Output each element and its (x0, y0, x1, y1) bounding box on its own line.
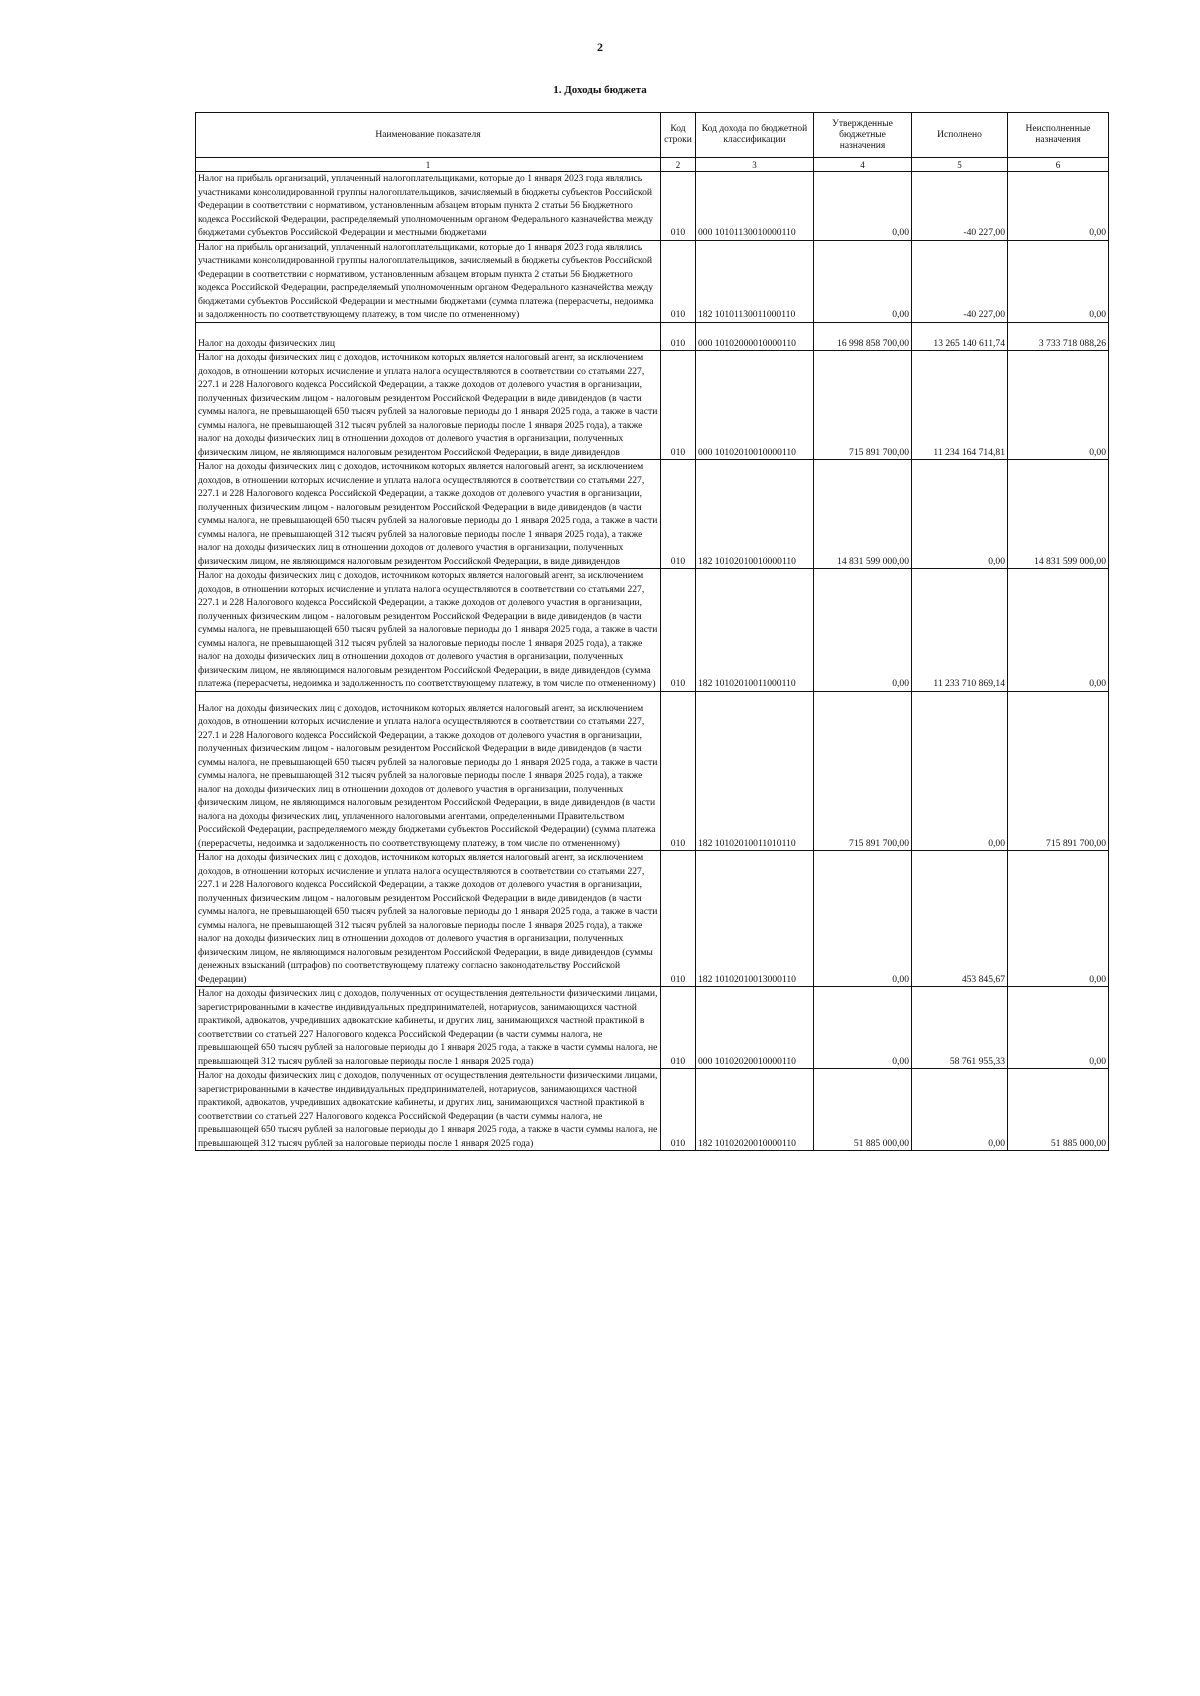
executed-value: 453 845,67 (912, 851, 1008, 987)
executed-value: 0,00 (912, 691, 1008, 851)
table-row (196, 322, 1109, 351)
column-number: 3 (696, 158, 814, 172)
table-row (196, 172, 1109, 241)
approved-value: 715 891 700,00 (814, 351, 912, 460)
table-row (196, 851, 1109, 987)
indicator-name: Налог на доходы физических лиц (196, 322, 661, 351)
header-unexecuted: Неисполненные назначения (1008, 113, 1109, 158)
header-name: Наименование показателя (196, 113, 661, 158)
line-code: 010 (661, 240, 696, 322)
line-code: 010 (661, 691, 696, 851)
column-number-row (196, 158, 1109, 172)
column-number: 2 (661, 158, 696, 172)
line-code: 010 (661, 322, 696, 351)
table-row (196, 351, 1109, 460)
header-approved: Утвержденные бюджетные назначения (814, 113, 912, 158)
indicator-name: Налог на доходы физических лиц с доходов, источником которых является налоговый агент, за исключением доходов, в отношении которых исчисление и уплата налога осуществляются в соответствии со статьями 227, 227.1 и 228 Налогового кодекса Российской Федерации, а также доходов от долевого участия в организации, полученных физическим лицом - налоговым резидентом Российской Федерации в виде дивидендов (в части суммы налога, не превышающей 650 тысяч рублей за налоговые периоды до 1 января 2025 года, а также в части суммы налога, не превышающей 312 тысяч рублей за налоговые периоды после 1 января 2025 года), а также налог на доходы физических лиц в отношении доходов от долевого участия в организации, полученных физическим лицом, не являющимся налоговым резидентом Российской Федерации, в виде дивидендов (196, 460, 661, 569)
indicator-name: Налог на доходы физических лиц с доходов, источником которых является налоговый агент, за исключением доходов, в отношении которых исчисление и уплата налога осуществляются в соответствии со статьями 227, 227.1 и 228 Налогового кодекса Российской Федерации, а также доходов от долевого участия в организации, полученных физическим лицом - налоговым резидентом Российской Федерации в виде дивидендов (в части суммы налога, не превышающей 650 тысяч рублей за налоговые периоды до 1 января 2025 года, а также в части суммы налога, не превышающей 312 тысяч рублей за налоговые периоды после 1 января 2025 года), а также налог на доходы физических лиц в отношении доходов от долевого участия в организации, полученных физическим лицом, не являющимся налоговым резидентом Российской Федерации, в виде дивидендов (сумма платежа (перерасчеты, недоимка и задолженность по соответствующему платежу, в том числе по отмененному) (196, 569, 661, 692)
table-body (196, 172, 1109, 1151)
indicator-name: Налог на прибыль организаций, уплаченный налогоплательщиками, которые до 1 января 2023 года являлись участниками консолидированной группы налогоплательщиков, зачисляемый в бюджеты субъектов Российской Федерации в соответствии с нормативом, установленным абзацем вторым пункта 2 статьи 56 Бюджетного кодекса Российской Федерации, распределяемый уполномоченным органом Федерального казначейства между бюджетами субъектов Российской Федерации и местными бюджетами (196, 172, 661, 241)
executed-value: 58 761 955,33 (912, 987, 1008, 1069)
header-row (196, 113, 1109, 158)
line-code: 010 (661, 172, 696, 241)
income-code: 182 10102010011000110 (696, 569, 814, 692)
column-number: 6 (1008, 158, 1109, 172)
income-code: 182 10101130011000110 (696, 240, 814, 322)
executed-value: 0,00 (912, 460, 1008, 569)
table-row (196, 460, 1109, 569)
approved-value: 0,00 (814, 569, 912, 692)
column-number: 1 (196, 158, 661, 172)
header-income-code: Код дохода по бюджетной классификации (696, 113, 814, 158)
income-code: 182 10102010013000110 (696, 851, 814, 987)
unexecuted-value: 51 885 000,00 (1008, 1069, 1109, 1151)
indicator-name: Налог на доходы физических лиц с доходов, полученных от осуществления деятельности физическими лицами, зарегистрированными в качестве индивидуальных предпринимателей, нотариусов, занимающихся частной практикой, адвокатов, учредивших адвокатские кабинеты, и других лиц, занимающихся частной практикой в соответствии со статьей 227 Налогового кодекса Российской Федерации (в части суммы налога, не превышающей 650 тысяч рублей за налоговые периоды до 1 января 2025 года, а также в части суммы налога, не превышающей 312 тысяч рублей за налоговые периоды после 1 января 2025 года) (196, 987, 661, 1069)
table-row (196, 691, 1109, 851)
table-header (196, 113, 1109, 172)
income-code: 182 10102010011010110 (696, 691, 814, 851)
approved-value: 715 891 700,00 (814, 691, 912, 851)
approved-value: 0,00 (814, 240, 912, 322)
executed-value: 0,00 (912, 1069, 1008, 1151)
indicator-name: Налог на доходы физических лиц с доходов, источником которых является налоговый агент, за исключением доходов, в отношении которых исчисление и уплата налога осуществляются в соответствии со статьями 227, 227.1 и 228 Налогового кодекса Российской Федерации, а также доходов от долевого участия в организации, полученных физическим лицом - налоговым резидентом Российской Федерации в виде дивидендов (в части суммы налога, не превышающей 650 тысяч рублей за налоговые периоды до 1 января 2025 года, а также в части суммы налога, не превышающей 312 тысяч рублей за налоговые периоды после 1 января 2025 года), а также налог на доходы физических лиц в отношении доходов от долевого участия в организации, полученных физическим лицом, не являющимся налоговым резидентом Российской Федерации, в виде дивидендов (суммы денежных взысканий (штрафов) по соответствующему платежу согласно законодательству Российской Федерации) (196, 851, 661, 987)
income-code: 000 10102020010000110 (696, 987, 814, 1069)
unexecuted-value: 0,00 (1008, 172, 1109, 241)
unexecuted-value: 0,00 (1008, 851, 1109, 987)
table-row (196, 240, 1109, 322)
income-code: 000 10102010010000110 (696, 351, 814, 460)
income-code: 000 10102000010000110 (696, 322, 814, 351)
approved-value: 51 885 000,00 (814, 1069, 912, 1151)
indicator-name: Налог на доходы физических лиц с доходов, источником которых является налоговый агент, за исключением доходов, в отношении которых исчисление и уплата налога осуществляются в соответствии со статьями 227, 227.1 и 228 Налогового кодекса Российской Федерации, а также доходов от долевого участия в организации, полученных физическим лицом - налоговым резидентом Российской Федерации в виде дивидендов (в части суммы налога, не превышающей 650 тысяч рублей за налоговые периоды до 1 января 2025 года, а также в части суммы налога, не превышающей 312 тысяч рублей за налоговые периоды после 1 января 2025 года), а также налог на доходы физических лиц в отношении доходов от долевого участия в организации, полученных физическим лицом, не являющимся налоговым резидентом Российской Федерации, в виде дивидендов (в части налога на доходы физических лиц, уплаченного налоговыми агентами, определенными Правительством Российской Федерации, распределяемого между бюджетами субъектов Российской Федерации) (сумма платежа (перерасчеты, недоимка и задолженность по соответствующему платежу, в том числе по отмененному) (196, 691, 661, 851)
approved-value: 0,00 (814, 987, 912, 1069)
approved-value: 16 998 858 700,00 (814, 322, 912, 351)
line-code: 010 (661, 987, 696, 1069)
unexecuted-value: 14 831 599 000,00 (1008, 460, 1109, 569)
executed-value: 13 265 140 611,74 (912, 322, 1008, 351)
unexecuted-value: 0,00 (1008, 240, 1109, 322)
executed-value: 11 233 710 869,14 (912, 569, 1008, 692)
indicator-name: Налог на прибыль организаций, уплаченный налогоплательщиками, которые до 1 января 2023 года являлись участниками консолидированной группы налогоплательщиков, зачисляемый в бюджеты субъектов Российской Федерации в соответствии с нормативом, установленным абзацем вторым пункта 2 статьи 56 Бюджетного кодекса Российской Федерации, распределяемый уполномоченным органом Федерального казначейства между бюджетами субъектов Российской Федерации и местными бюджетами (сумма платежа (перерасчеты, недоимка и задолженность по соответствующему платежу, в том числе по отмененному) (196, 240, 661, 322)
indicator-name: Налог на доходы физических лиц с доходов, полученных от осуществления деятельности физическими лицами, зарегистрированными в качестве индивидуальных предпринимателей, нотариусов, занимающихся частной практикой, адвокатов, учредивших адвокатские кабинеты, и других лиц, занимающихся частной практикой в соответствии со статьей 227 Налогового кодекса Российской Федерации (в части суммы налога, не превышающей 650 тысяч рублей за налоговые периоды до 1 января 2025 года, а также в части суммы налога, не превышающей 312 тысяч рублей за налоговые периоды после 1 января 2025 года) (196, 1069, 661, 1151)
column-number: 5 (912, 158, 1008, 172)
indicator-name: Налог на доходы физических лиц с доходов, источником которых является налоговый агент, за исключением доходов, в отношении которых исчисление и уплата налога осуществляются в соответствии со статьями 227, 227.1 и 228 Налогового кодекса Российской Федерации, а также доходов от долевого участия в организации, полученных физическим лицом - налоговым резидентом Российской Федерации в виде дивидендов (в части суммы налога, не превышающей 650 тысяч рублей за налоговые периоды до 1 января 2025 года, а также в части суммы налога, не превышающей 312 тысяч рублей за налоговые периоды после 1 января 2025 года), а также налог на доходы физических лиц в отношении доходов от долевого участия в организации, полученных физическим лицом, не являющимся налоговым резидентом Российской Федерации, в виде дивидендов (196, 351, 661, 460)
approved-value: 0,00 (814, 851, 912, 987)
unexecuted-value: 715 891 700,00 (1008, 691, 1109, 851)
header-line-code: Код строки (661, 113, 696, 158)
line-code: 010 (661, 351, 696, 460)
unexecuted-value: 0,00 (1008, 569, 1109, 692)
income-code: 000 10101130010000110 (696, 172, 814, 241)
executed-value: -40 227,00 (912, 172, 1008, 241)
section-title: 1. Доходы бюджета (553, 84, 647, 96)
executed-value: -40 227,00 (912, 240, 1008, 322)
approved-value: 14 831 599 000,00 (814, 460, 912, 569)
income-code: 182 10102020010000110 (696, 1069, 814, 1151)
unexecuted-value: 0,00 (1008, 351, 1109, 460)
column-number: 4 (814, 158, 912, 172)
header-executed: Исполнено (912, 113, 1008, 158)
line-code: 010 (661, 460, 696, 569)
line-code: 010 (661, 851, 696, 987)
approved-value: 0,00 (814, 172, 912, 241)
unexecuted-value: 3 733 718 088,26 (1008, 322, 1109, 351)
table-row (196, 987, 1109, 1069)
table-row (196, 1069, 1109, 1151)
unexecuted-value: 0,00 (1008, 987, 1109, 1069)
line-code: 010 (661, 569, 696, 692)
table-row (196, 569, 1109, 692)
line-code: 010 (661, 1069, 696, 1151)
executed-value: 11 234 164 714,81 (912, 351, 1008, 460)
income-code: 182 10102010010000110 (696, 460, 814, 569)
page-number: 2 (597, 40, 603, 54)
budget-revenue-table (195, 112, 1109, 1151)
